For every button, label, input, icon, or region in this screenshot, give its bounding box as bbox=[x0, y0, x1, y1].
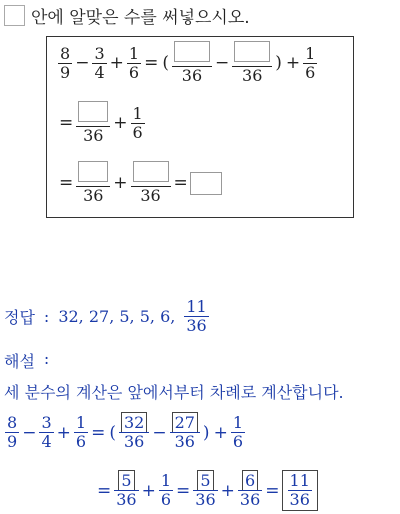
answer-values: 32, 27, 5, 5, 6, bbox=[58, 307, 176, 326]
fraction bbox=[131, 105, 145, 142]
problem-box bbox=[46, 36, 354, 218]
numerator: 1 bbox=[132, 103, 143, 123]
filled-fraction bbox=[170, 414, 200, 451]
answer-blank[interactable] bbox=[174, 41, 210, 62]
answer-line bbox=[4, 298, 210, 335]
denominator: 6 bbox=[232, 432, 243, 451]
answer-blank[interactable] bbox=[78, 161, 108, 182]
fraction bbox=[74, 414, 88, 451]
filled-answer: 6 bbox=[242, 470, 258, 491]
filled-fraction bbox=[288, 472, 312, 509]
numerator: 1 bbox=[305, 43, 316, 63]
filled-fraction bbox=[114, 472, 138, 509]
close-paren: ) bbox=[202, 422, 210, 443]
numerator: 11 bbox=[186, 297, 207, 316]
equals-sign: = bbox=[144, 53, 159, 73]
denominator: 36 bbox=[83, 186, 104, 205]
numerator: 8 bbox=[60, 43, 71, 63]
numerator: 1 bbox=[232, 413, 243, 432]
denominator: 9 bbox=[60, 62, 71, 82]
explanation-colon: : bbox=[43, 349, 50, 368]
close-paren: ) bbox=[275, 53, 282, 73]
denominator: 36 bbox=[123, 432, 145, 451]
numerator: 1 bbox=[128, 43, 140, 63]
numerator: 8 bbox=[7, 413, 18, 432]
fraction bbox=[58, 45, 72, 82]
equals-sign: = bbox=[59, 173, 74, 193]
blank-fraction bbox=[76, 101, 110, 145]
denominator: 36 bbox=[174, 432, 195, 451]
plus-sign: + bbox=[113, 113, 128, 133]
equals-sign: = bbox=[265, 480, 280, 501]
answer-blank[interactable] bbox=[190, 172, 222, 195]
plus-sign: + bbox=[113, 173, 128, 193]
explanation-line-2 bbox=[95, 470, 318, 511]
minus-sign: − bbox=[214, 53, 230, 73]
denominator: 36 bbox=[83, 126, 104, 145]
fraction bbox=[39, 414, 53, 451]
denominator: 36 bbox=[289, 490, 310, 509]
explanation-line-1 bbox=[4, 414, 246, 451]
denominator: 36 bbox=[181, 66, 203, 85]
equals-sign: = bbox=[173, 173, 188, 193]
numerator: 3 bbox=[41, 413, 52, 432]
fraction bbox=[127, 45, 141, 82]
denominator: 36 bbox=[140, 186, 161, 205]
plus-sign: + bbox=[285, 53, 301, 73]
minus-sign: − bbox=[22, 422, 37, 443]
denominator: 36 bbox=[239, 490, 261, 509]
problem-line-2 bbox=[57, 101, 146, 145]
filled-answer: 5 bbox=[118, 470, 134, 491]
plus-sign: + bbox=[220, 480, 235, 501]
plus-sign: + bbox=[213, 422, 228, 443]
blank-fraction bbox=[131, 161, 171, 205]
plus-sign: + bbox=[141, 480, 156, 501]
equals-sign: = bbox=[97, 480, 112, 501]
equals-sign: = bbox=[91, 422, 106, 443]
final-answer-box bbox=[282, 470, 318, 511]
open-paren: ( bbox=[109, 422, 116, 443]
numerator: 1 bbox=[75, 413, 87, 432]
answer-blank[interactable] bbox=[234, 41, 270, 62]
fraction bbox=[159, 472, 173, 509]
plus-sign: + bbox=[56, 422, 71, 443]
denominator: 9 bbox=[7, 432, 18, 451]
explanation-label-line bbox=[4, 349, 49, 372]
blank-fraction bbox=[76, 161, 110, 205]
equals-sign: = bbox=[59, 113, 74, 133]
blank-box-icon bbox=[4, 5, 25, 26]
open-paren: ( bbox=[162, 53, 169, 73]
denominator: 4 bbox=[41, 432, 52, 451]
denominator: 6 bbox=[128, 62, 140, 82]
problem-line-3 bbox=[57, 161, 222, 205]
question-text: 안에 알맞은 수를 써넣으시오. bbox=[31, 8, 250, 28]
numerator: 11 bbox=[289, 471, 310, 490]
minus-sign: − bbox=[152, 422, 167, 443]
fraction bbox=[303, 45, 317, 82]
fraction bbox=[231, 414, 245, 451]
explanation-text: 세 분수의 계산은 앞에서부터 차례로 계산합니다. bbox=[4, 383, 344, 402]
explanation-label: 해설 bbox=[4, 352, 35, 371]
denominator: 6 bbox=[132, 122, 143, 142]
denominator: 6 bbox=[160, 490, 172, 509]
denominator: 36 bbox=[242, 66, 263, 85]
filled-fraction bbox=[119, 414, 149, 451]
minus-sign: − bbox=[75, 53, 90, 73]
plus-sign: + bbox=[109, 53, 124, 73]
denominator: 36 bbox=[116, 490, 137, 509]
answer-blank[interactable] bbox=[133, 161, 169, 182]
filled-fraction bbox=[193, 472, 217, 509]
fraction bbox=[5, 414, 19, 451]
denominator: 4 bbox=[94, 62, 105, 82]
numerator: 1 bbox=[160, 471, 172, 490]
question-line bbox=[4, 3, 250, 28]
denominator: 6 bbox=[75, 432, 87, 451]
blank-fraction bbox=[232, 41, 272, 85]
fraction bbox=[92, 45, 106, 82]
answer-label: 정답 bbox=[4, 308, 35, 327]
answer-blank[interactable] bbox=[78, 101, 108, 122]
denominator: 6 bbox=[305, 62, 316, 82]
filled-fraction bbox=[238, 472, 262, 509]
numerator: 3 bbox=[94, 43, 105, 63]
problem-line-1 bbox=[57, 41, 318, 85]
answer-colon: : bbox=[43, 307, 50, 326]
filled-answer: 5 bbox=[197, 470, 213, 491]
blank-fraction bbox=[172, 41, 212, 85]
answer-fraction bbox=[184, 298, 208, 335]
denominator: 36 bbox=[195, 490, 216, 509]
filled-answer: 27 bbox=[172, 412, 198, 433]
equals-sign: = bbox=[176, 480, 191, 501]
filled-answer: 32 bbox=[121, 412, 147, 433]
denominator: 36 bbox=[186, 316, 207, 335]
